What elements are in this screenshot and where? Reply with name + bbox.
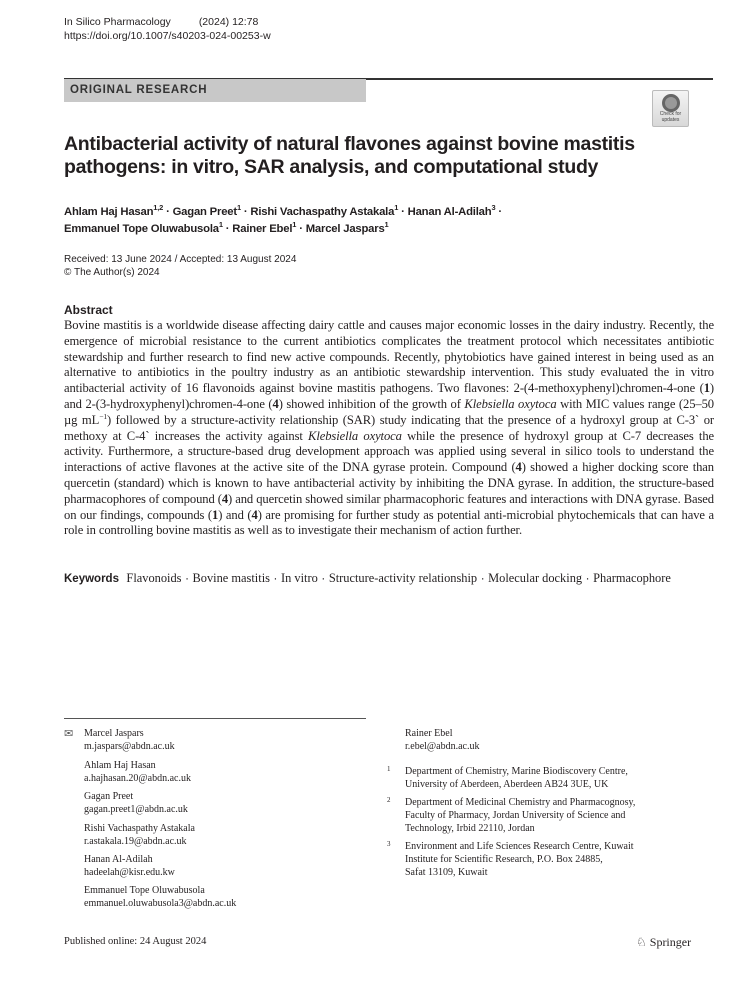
- author: Rainer Ebel$^1$: [232, 220, 297, 235]
- contact: Rishi Vachaspathy Astakala r.astakala.19@abdn.ac.uk: [84, 823, 195, 847]
- keyword: Structure-activity relationship: [328, 571, 478, 585]
- email-link[interactable]: hadeelah@kisr.edu.kw: [84, 867, 175, 878]
- published-date: Published online: 24 August 2024: [64, 936, 207, 947]
- email-link[interactable]: a.hajhasan.20@abdn.ac.uk: [84, 773, 191, 784]
- bookmark-icon: [662, 94, 680, 112]
- author: Ahlam Haj Hasan$^{1,2}$: [64, 203, 164, 218]
- keywords: Keywords Flavonoids · Bovine mastitis · In vitro · Structure-activity relationship · Molecular docking · Pharmacophore: [64, 571, 671, 585]
- received-accepted: Received: 13 June 2024 / Accepted: 13 August 2024: [64, 254, 297, 265]
- author: Hanan Al-Adilah$^3$: [407, 203, 496, 218]
- contact: Emmanuel Tope Oluwabusola emmanuel.oluwabusola3@abdn.ac.uk: [84, 885, 237, 909]
- email-link[interactable]: r.ebel@abdn.ac.uk: [405, 741, 480, 752]
- author: Rishi Vachaspathy Astakala$^1$: [250, 203, 399, 218]
- abstract-body: Bovine mastitis is a worldwide disease affecting dairy cattle and causes major economic losses in the dairy industry. Recently, the emergence of microbial resistance to the current antibiotics complicates the treatment protocol which necessitates antibiotic stewardship and further research to find new active compounds. Recently, phytobiotics have gained interest in being used as an alternative to antibiotics in the poultry industry as an antibiotic stewardship intervention. This study evaluated the in vitro antibacterial activity of 16 flavonoids against bovine mastitis pathogens. Two flavones: 2-(4-methoxyphenyl)chromen-4-one (1) and 2-(3-hydroxyphenyl)chromen-4-one (4) showed inhibition of the growth of Klebsiella oxytoca with MIC values range (25–50 µg $mL^{-1}$) followed by a structure-activity relationship (SAR) study indicating that the presence of a hydroxyl group at C-3` or methoxy at C-4` increases the activity against Klebsiella oxytoca while the presence of hydroxyl group at C-7 decreases the activity. Furthermore, a structure-based drug development approach was applied using several in silico tools to understand the interactions of active flavones at the active site of the DNA gyrase protein. Compound (4) showed a higher docking score than quercetin (standard) which is known to have antibacterial activity by inhibiting the DNA gyrase. In addition, the structure-based pharmacophores of compound (4) and quercetin showed similar pharmacophoric features and interactions with DNA gyrase. Based on our findings, compounds (1) and (4) are promising for further study as potential anti-microbial phytochemicals that can have a role in controlling bovine mastitis as well as to investigate their mechanism of action further.: [64, 318, 715, 538]
- keyword: Flavonoids: [126, 571, 182, 585]
- author: Gagan Preet$^1$: [172, 203, 241, 218]
- envelope-icon: ✉: [64, 728, 74, 740]
- paper-title: Antibacterial activity of natural flavones against bovine mastitis pathogens: in vitro, SAR analysis, and computational study: [64, 133, 635, 178]
- contact: Ahlam Haj Hasan a.hajhasan.20@abdn.ac.uk: [84, 760, 191, 784]
- email-link[interactable]: r.astakala.19@abdn.ac.uk: [84, 836, 187, 847]
- footnote-rule: [64, 718, 366, 719]
- springer-horse-icon: ♘: [636, 935, 647, 949]
- copyright: © The Author(s) 2024: [64, 266, 160, 278]
- affiliation: Department of Medicinal Chemistry and Pharmacognosy, Faculty of Pharmacy, Jordan University of Science and Technology, Irbid 22110, Jordan: [405, 797, 636, 834]
- affiliation-number: 1: [387, 765, 391, 773]
- email-link[interactable]: emmanuel.oluwabusola3@abdn.ac.uk: [84, 898, 237, 909]
- publisher-logo: ♘ Springer: [636, 935, 692, 949]
- contact-corresponding: Marcel Jaspars m.jaspars@abdn.ac.uk: [84, 728, 175, 752]
- journal-volume: (2024) 12:78: [198, 16, 259, 28]
- affiliation: Department of Chemistry, Marine Biodiscovery Centre, University of Aberdeen, Aberdeen AB24 3UE, UK: [405, 766, 628, 790]
- journal-name: In Silico Pharmacology: [64, 16, 171, 28]
- keyword: Molecular docking: [488, 571, 583, 585]
- keywords-label: Keywords: [64, 573, 119, 585]
- contact: Rainer Ebel r.ebel@abdn.ac.uk: [405, 728, 480, 752]
- affiliation-number: 2: [387, 796, 391, 804]
- email-link[interactable]: gagan.preet1@abdn.ac.uk: [84, 804, 188, 815]
- contact: Hanan Al-Adilah hadeelah@kisr.edu.kw: [84, 854, 175, 878]
- keyword: Pharmacophore: [593, 571, 671, 585]
- author: Emmanuel Tope Oluwabusola$^1$: [64, 220, 223, 235]
- keyword: In vitro: [280, 571, 318, 585]
- author: Marcel Jaspars$^1$: [305, 220, 389, 235]
- check-updates-label: Check for updates: [659, 111, 682, 123]
- contact: Gagan Preet gagan.preet1@abdn.ac.uk: [84, 791, 188, 815]
- affiliation: Environment and Life Sciences Research Centre, Kuwait Institute for Scientific Research, P.O. Box 24885, Safat 13109, Kuwait: [405, 841, 634, 878]
- journal-line: [64, 16, 258, 29]
- check-for-updates-badge[interactable]: [652, 90, 689, 127]
- author-list: Ahlam Haj Hasan$^{1,2}$ · Gagan Preet$^1$ · Rishi Vachaspathy Astakala$^1$ · Hanan Al-Adilah$^3$ · Emmanuel Tope Oluwabusola$^1$ · Rainer Ebel$^1$ · Marcel Jaspars$^1$: [64, 203, 502, 235]
- abstract-heading: Abstract: [64, 303, 113, 317]
- keyword: Bovine mastitis: [192, 571, 270, 585]
- article-type-banner: ORIGINAL RESEARCH: [64, 79, 366, 102]
- affiliation-number: 3: [387, 840, 391, 848]
- dates: [64, 254, 296, 279]
- doi-link[interactable]: https://doi.org/10.1007/s40203-024-00253-w: [64, 30, 271, 42]
- email-link[interactable]: m.jaspars@abdn.ac.uk: [84, 741, 175, 752]
